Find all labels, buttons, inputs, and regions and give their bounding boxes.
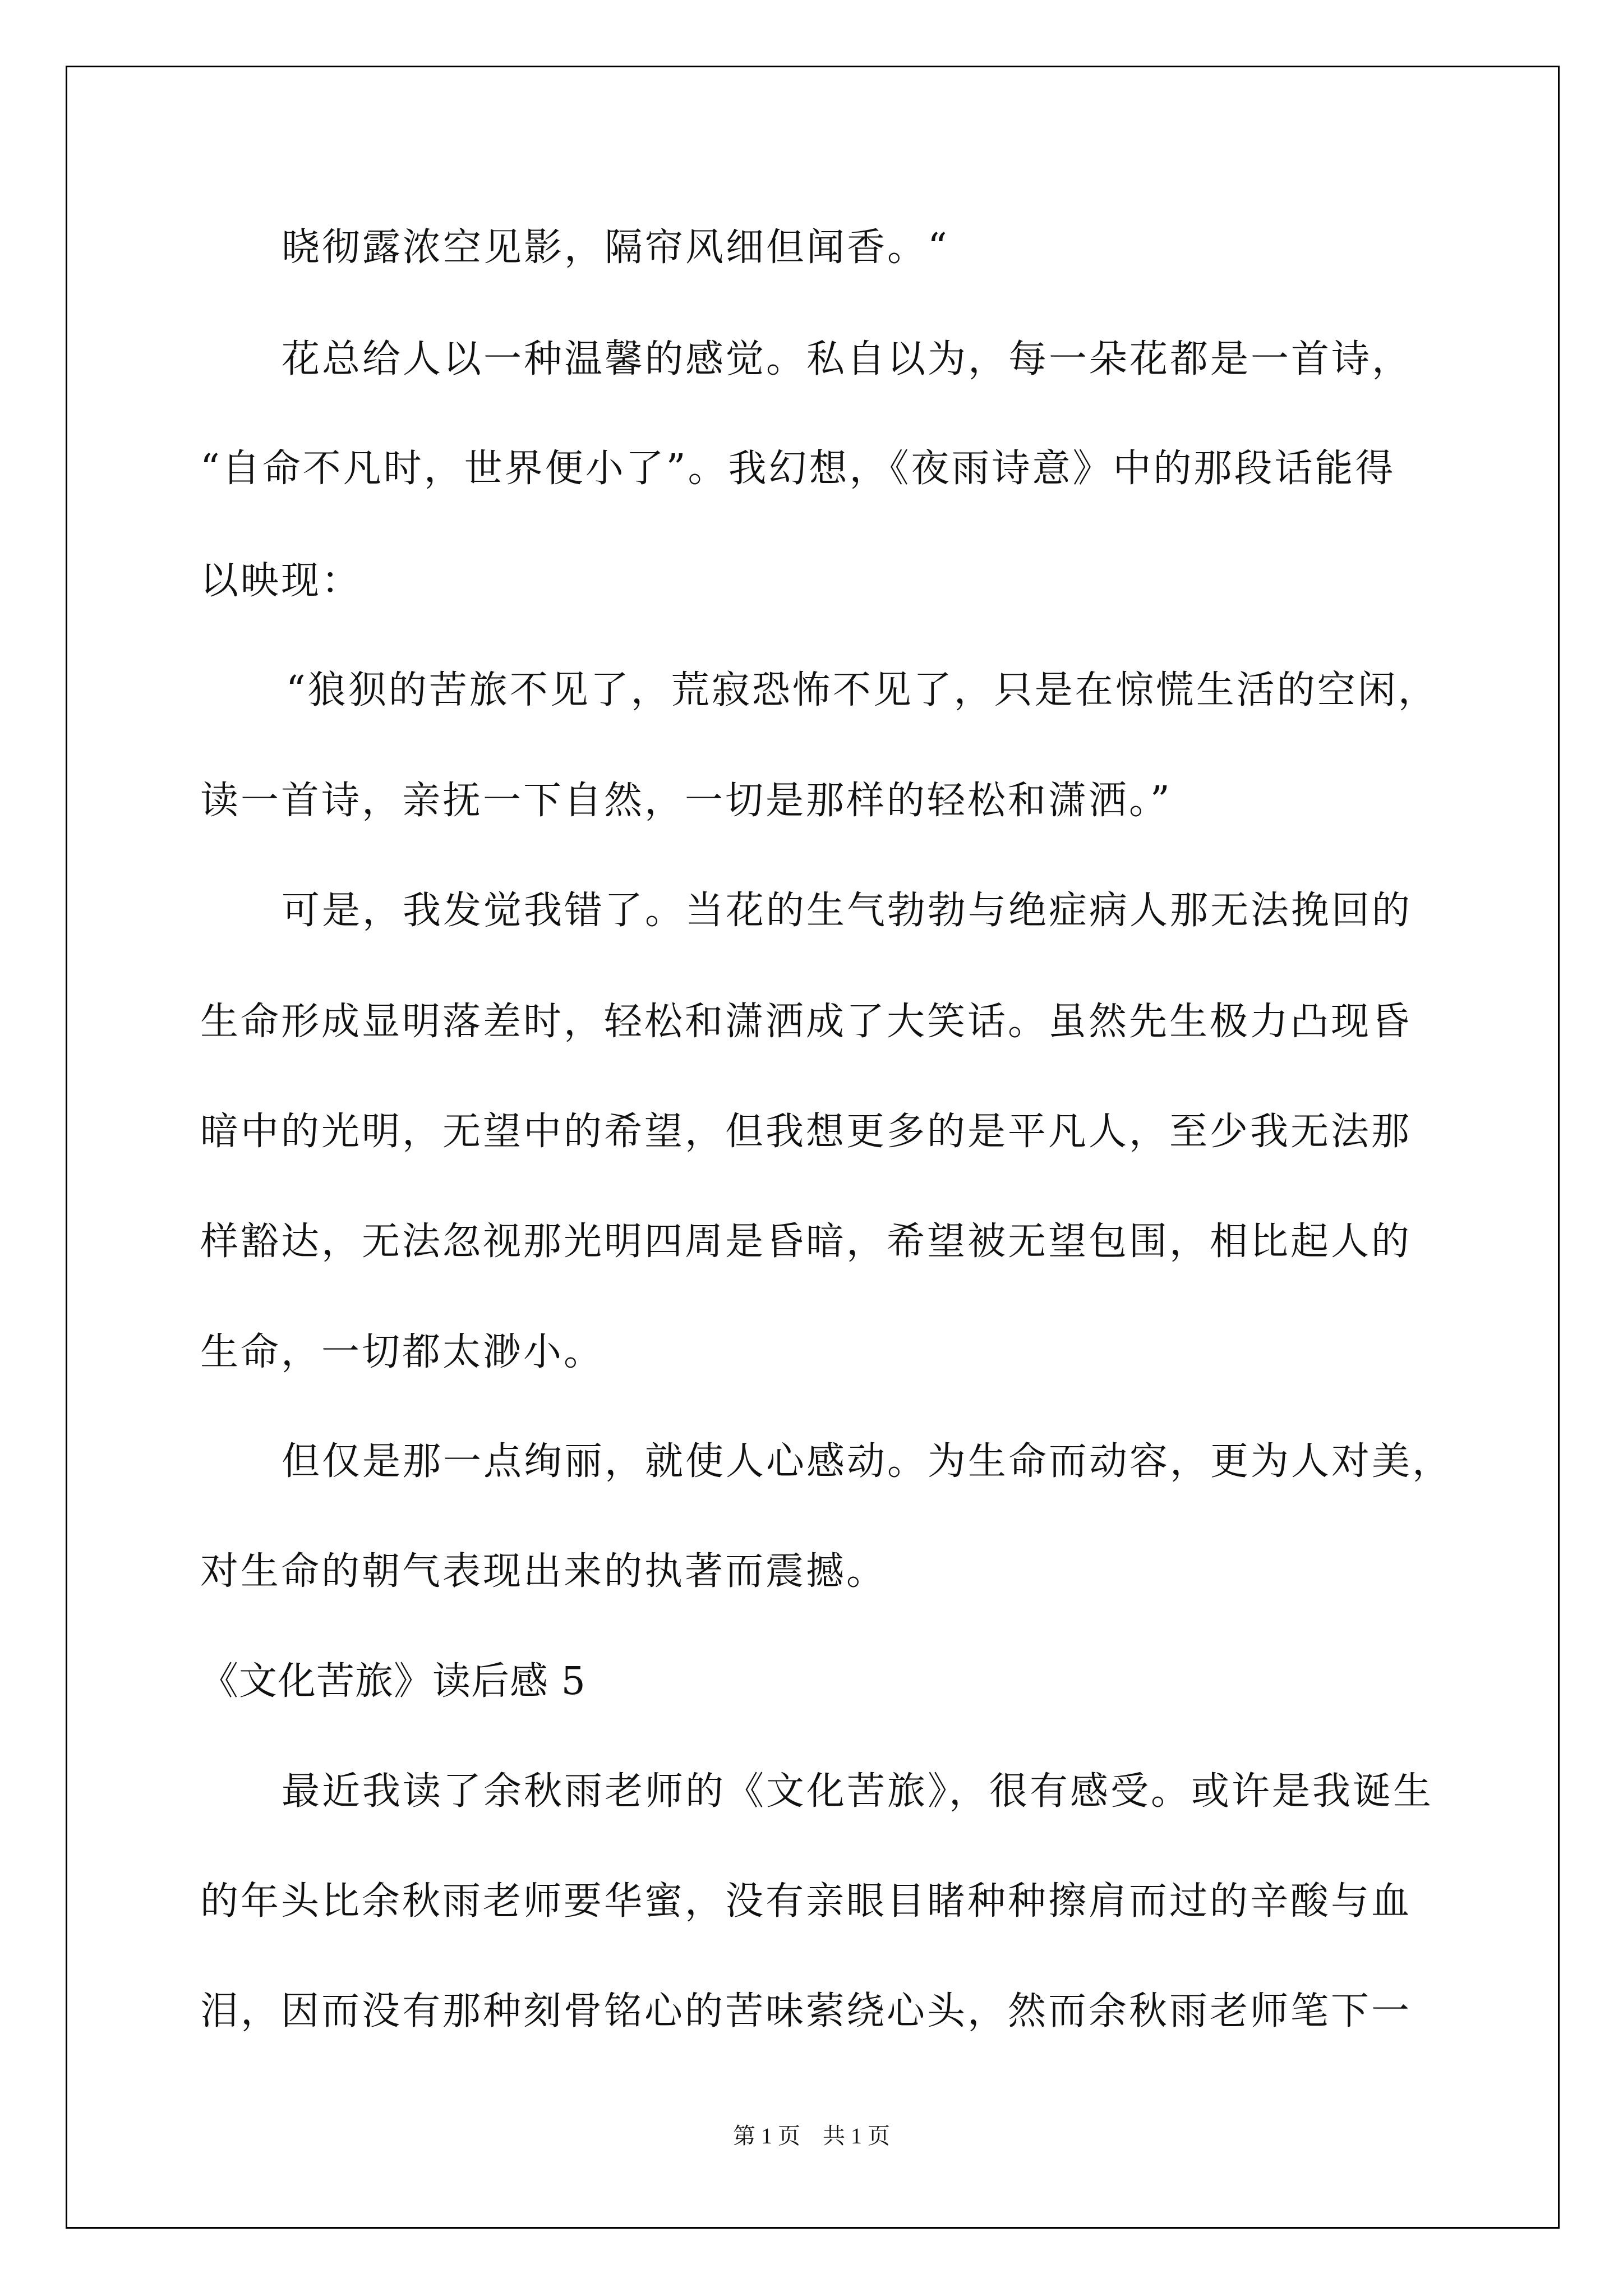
- section-heading: 《文化苦旅》读后感 5: [200, 1659, 586, 1704]
- page-total: 共 1 页: [823, 2123, 890, 2148]
- paragraph-line: 暗中的光明，无望中的希望，但我想更多的是平凡人，至少我无法那: [200, 1110, 1412, 1154]
- paragraph-line: “自命不凡时，世界便小了”。我幻想，《夜雨诗意》中的那段话能得: [200, 447, 1396, 491]
- paragraph-line: “狼狈的苦旅不见了，荒寂恐怖不见了，只是在惊慌生活的空闲，: [286, 668, 1438, 712]
- paragraph-line: 样豁达，无法忽视那光明四周是昏暗，希望被无望包围，相比起人的: [200, 1220, 1412, 1264]
- paragraph-line: 但仅是那一点绚丽，就使人心感动。为生命而动容，更为人对美，: [282, 1439, 1453, 1484]
- paragraph-line: 读一首诗，亲抚一下自然，一切是那样的轻松和潇洒。”: [200, 779, 1172, 823]
- paragraph-line: 对生命的朝气表现出来的执著而震撼。: [200, 1549, 887, 1594]
- paragraph-line: 花总给人以一种温馨的感觉。私自以为，每一朵花都是一首诗，: [282, 337, 1413, 381]
- paragraph-line: 最近我读了余秋雨老师的《文化苦旅》，很有感受。或许是我诞生: [282, 1769, 1434, 1814]
- page-footer: [0, 2122, 1623, 2150]
- paragraph-line: 以映现：: [200, 559, 362, 603]
- paragraph-line: 生命，一切都太渺小。: [200, 1330, 605, 1374]
- paragraph-line: 生命形成显明落差时，轻松和潇洒成了大笑话。虽然先生极力凸现昏: [200, 1000, 1412, 1044]
- paragraph-line: 泪，因而没有那种刻骨铭心的苦味萦绕心头，然而余秋雨老师笔下一: [200, 1989, 1412, 2033]
- paragraph-line: 的年头比余秋雨老师要华蜜，没有亲眼目睹种种擦肩而过的辛酸与血: [200, 1879, 1412, 1924]
- paragraph-line: 可是，我发觉我错了。当花的生气勃勃与绝症病人那无法挽回的: [282, 889, 1413, 933]
- page-number: 第 1 页: [733, 2123, 800, 2148]
- paragraph-line: 晓彻露浓空见影，隔帘风细但闻香。“: [282, 226, 949, 270]
